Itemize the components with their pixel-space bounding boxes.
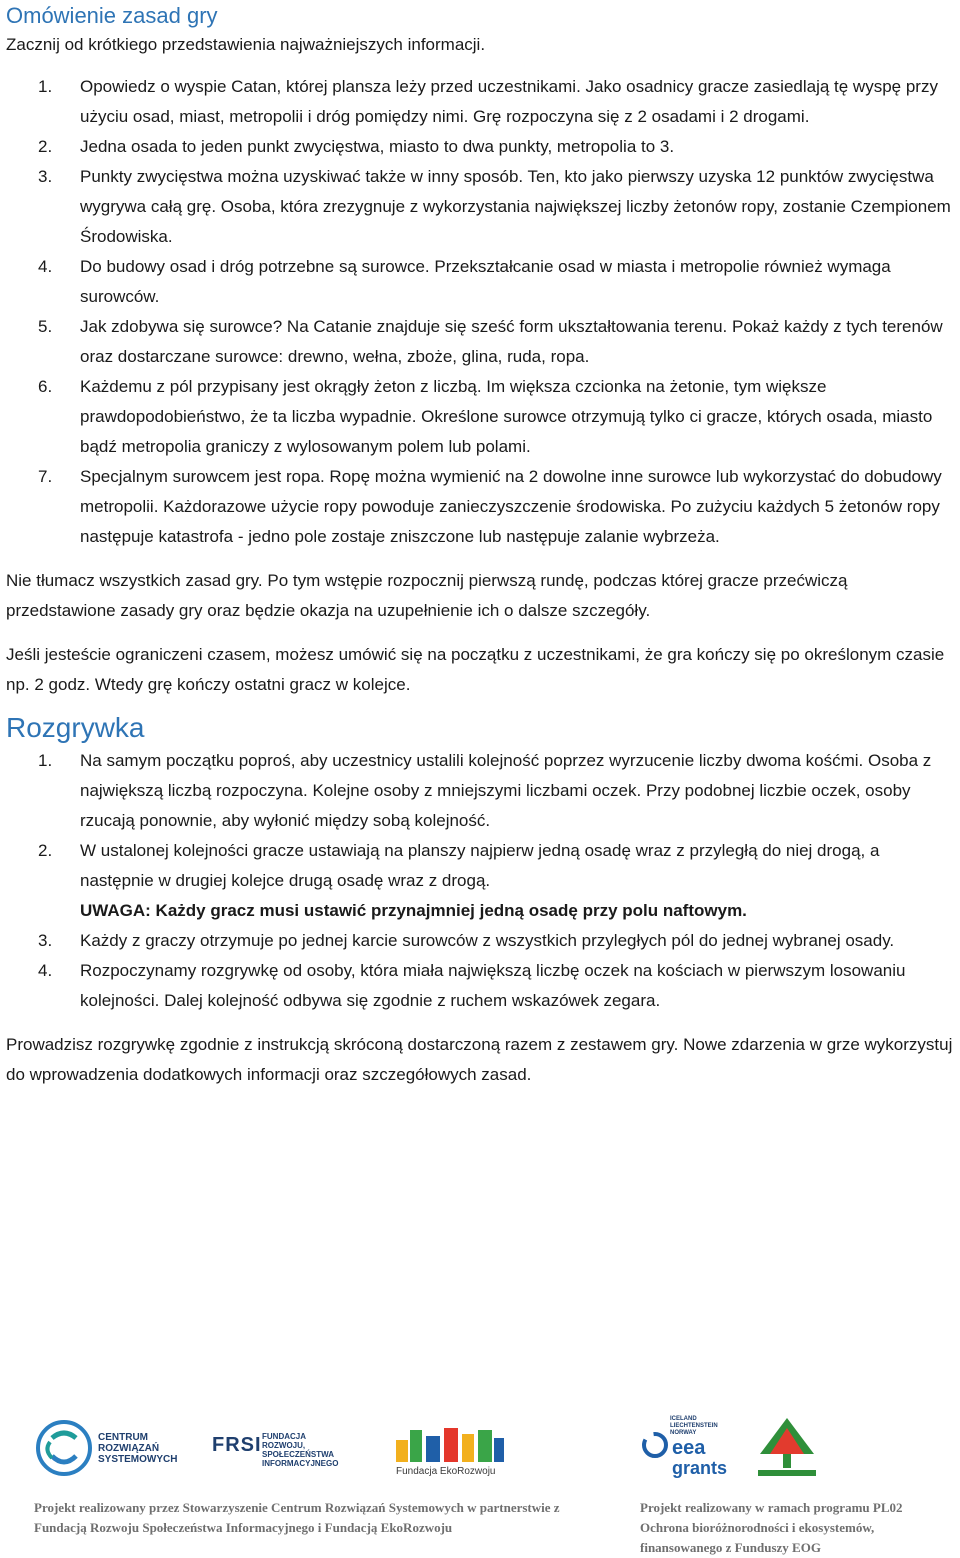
tree-emblem-icon xyxy=(752,1414,822,1484)
partner-logos xyxy=(0,1410,960,1485)
paragraph: Prowadzisz rozgrywkę zgodnie z instrukcją skróconą dostarczoną razem z zestawem gry. Nowe zdarzenia w grze wykorzystuj do wprowadzenia dodatkowych informacji oraz szczegółowych zasad. xyxy=(6,1035,953,1084)
list-item: 3. Punkty zwycięstwa można uzyskiwać także w inny sposób. Ten, kto jako pierwszy uzyska 12 punktów zwycięstwa wygrywa całą grę. Osoba, która zrezygnuje z wykorzystania największej liczby żetonów ropy, zostanie Czempionem Środowiska. xyxy=(38,167,951,246)
eea-circle-icon xyxy=(642,1432,668,1458)
list-item: 5. Jak zdobywa się surowce? Na Catanie znajduje się sześć form ukształtowania terenu. Pokaż każdy z tych terenów oraz dostarczane surowce: drewno, wełna, zboże, glina, ruda, ropa. xyxy=(38,317,943,366)
section-title-rules: Omówienie zasad gry xyxy=(6,3,218,28)
crs-logo: CENTRUM ROZWIĄZAŃ SYSTEMOWYCH xyxy=(36,1420,206,1480)
crs-emblem-icon xyxy=(36,1420,92,1476)
gameplay-list xyxy=(6,746,956,1016)
rules-list xyxy=(6,72,956,552)
emblem-logo xyxy=(752,1414,822,1484)
footer-left-text: Projekt realizowany przez Stowarzyszenie Centrum Rozwiązań Systemowych w partnerstwie z Fundacją Rozwoju Społeczeństwa Informacyjnego i Fundacją EkoRozwoju xyxy=(34,1500,560,1535)
list-item: 6. Każdemu z pól przypisany jest okrągły żeton z liczbą. Im większa czcionka na żetonie, tym większe prawdopodobieństwo, że ta liczba wypadnie. Określone surowce otrzymują tylko ci gracze, których osada, miasto bądź metropolia graniczy z wylosowanym polem lub polami. xyxy=(38,377,933,456)
list-item: 4. Rozpoczynamy rozgrywkę od osoby, która miała największą liczbę oczek na kościach w pierwszym losowaniu kolejności. Dalej kolejność odbywa się zgodnie z ruchem wskazówek zegara. xyxy=(38,961,906,1010)
eea-grants-logo: ICELAND LIECHTENSTEIN NORWAY eea grants xyxy=(642,1416,732,1481)
list-item: 1. Na samym początku poproś, aby uczestnicy ustalili kolejność poprzez wyrzucenie liczby dwoma kośćmi. Osoba z największą liczbą rozpoczyna. Kolejne osoby z mniejszymi liczbami oczek. Przy podobnej liczbie oczek, osoby rzucają ponownie, aby wyłonić między sobą kolejność. xyxy=(38,751,932,830)
list-item: 3. Każdy z graczy otrzymuje po jednej karcie surowców z wszystkich przyległych pól do jednej wybranej osady. xyxy=(38,931,895,950)
footer-right-text: Projekt realizowany w ramach programu PL02 Ochrona bioróżnorodności i ekosystemów, finansowanego z Funduszy EOG xyxy=(640,1500,903,1555)
intro-text: Zacznij od krótkiego przedstawienia najważniejszych informacji. xyxy=(6,35,486,54)
paragraph: Jeśli jesteście ograniczeni czasem, możesz umówić się na początku z uczestnikami, że gra kończy się po określonym czasie np. 2 godz. Wtedy grę kończy ostatni gracz w kolejce. xyxy=(6,645,945,694)
paragraph: Nie tłumacz wszystkich zasad gry. Po tym wstępie rozpocznij pierwszą rundę, podczas której gracze przećwiczą przedstawione zasady gry oraz będzie okazja na uzupełnienie ich o dalsze szczegóły. xyxy=(6,571,848,620)
document-page xyxy=(6,0,956,1090)
list-item: 2. W ustalonej kolejności gracze ustawiają na planszy najpierw jedną osadę wraz z przyległą do niej drogą, a następnie w drugiej kolejce drugą osadę wraz z drogą. UWAGA: Każdy gracz musi ustawić przynajmniej jedną osadę przy polu naftowym. xyxy=(6,836,956,926)
footer xyxy=(0,1410,960,1555)
list-item: 1. Opowiedz o wyspie Catan, której plansza leży przed uczestnikami. Jako osadnicy gracze zasiedlają tę wyspę przy użyciu osad, miast, metropolii i dróg pomiędzy nimi. Grę rozpoczyna się z 2 osadami i 2 drogami. xyxy=(38,77,938,126)
warning-text: UWAGA: Każdy gracz musi ustawić przynajmniej jedną osadę przy polu naftowym. xyxy=(80,901,747,920)
fer-emblem-icon xyxy=(396,1426,506,1466)
list-item: 7. Specjalnym surowcem jest ropa. Ropę można wymienić na 2 dowolne inne surowce lub wykorzystać do dobudowy metropolii. Każdorazowe użycie ropy powoduje zanieczyszczenie środowiska. Po zużyciu każdych 5 żetonów ropy następuje katastrofa - jedno pole zostaje zniszczone lub następuje zalanie wybrzeża. xyxy=(38,467,942,546)
frsi-logo: FRSI FUNDACJA ROZWOJU, SPOŁECZEŃSTWA INFORMACYJNEGO xyxy=(212,1432,339,1468)
list-item: 4. Do budowy osad i dróg potrzebne są surowce. Przekształcanie osad w miasta i metropolie również wymaga surowców. xyxy=(38,257,891,306)
section-title-gameplay: Rozgrywka xyxy=(6,712,145,743)
fer-logo: Fundacja EkoRozwoju xyxy=(396,1426,506,1481)
list-item: 2. Jedna osada to jeden punkt zwycięstwa, miasto to dwa punkty, metropolia to 3. xyxy=(38,137,675,156)
